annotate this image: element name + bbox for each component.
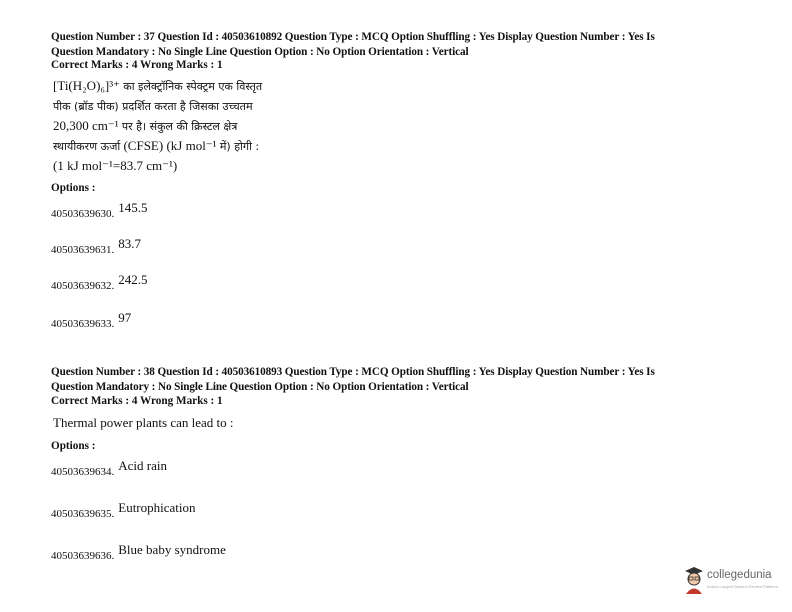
- collegedunia-logo: [683, 565, 783, 597]
- option-value: 97: [118, 310, 132, 325]
- q37-option[interactable]: [51, 272, 148, 294]
- q38-marks: Correct Marks : 4 Wrong Marks : 1: [51, 395, 223, 407]
- option-value: 145.5: [118, 200, 148, 215]
- q37-line3-hindi: पर है। संकुल की क्रिस्टल क्षेत्र: [121, 120, 238, 133]
- option-id: 40503639635.: [51, 508, 115, 520]
- q37-line4-hindi: स्थायीकरण ऊर्जा: [53, 140, 121, 153]
- q38-meta-line2: Question Mandatory : No Single Line Question Option : No Option Orientation : Vertical: [51, 381, 469, 393]
- option-id: 40503639634.: [51, 466, 115, 478]
- option-value: Acid rain: [118, 458, 167, 473]
- option-value: 242.5: [118, 272, 148, 287]
- q38-meta: [51, 365, 741, 395]
- q37-options-label: Options :: [51, 182, 96, 194]
- logo-tagline: India's Largest Student Review Platform: [707, 584, 779, 589]
- q37-meta-line1: Question Number : 37 Question Id : 40503610892 Question Type : MCQ Option Shuffling : Yes Display Question Number : Yes Is: [51, 31, 655, 43]
- option-value: Eutrophication: [118, 500, 196, 515]
- q37-question-text: [53, 76, 262, 175]
- q37-option[interactable]: [51, 310, 132, 332]
- q37-wavenumber: 20,300 cm⁻¹: [53, 118, 119, 133]
- option-value: Blue baby syndrome: [118, 542, 226, 557]
- q37-line4-hindi2: में) होगी :: [219, 140, 260, 153]
- q37-line2: पीक (ब्रॉड पीक) प्रदर्शित करता है जिसका उच्चतम: [53, 100, 253, 113]
- q38-option[interactable]: [51, 458, 167, 480]
- q37-option[interactable]: [51, 236, 141, 258]
- q38-option[interactable]: [51, 542, 226, 564]
- q37-line1-hindi: का इलेक्ट्रॉनिक स्पेक्ट्रम एक विस्तृत: [123, 80, 263, 93]
- option-id: 40503639633.: [51, 318, 115, 330]
- q38-option[interactable]: [51, 500, 196, 522]
- q37-conversion: (1 kJ mol⁻¹=83.7 cm⁻¹): [53, 158, 178, 173]
- logo-name: collegedunia: [707, 569, 772, 581]
- q37-meta-line2: Question Mandatory : No Single Line Question Option : No Option Orientation : Vertical: [51, 46, 469, 58]
- q37-line4-units: (CFSE) (kJ mol⁻¹: [123, 138, 217, 153]
- q37-marks: Correct Marks : 4 Wrong Marks : 1: [51, 59, 223, 71]
- option-id: 40503639632.: [51, 280, 115, 292]
- q37-meta: [51, 30, 741, 60]
- q37-option[interactable]: [51, 200, 148, 222]
- option-id: 40503639636.: [51, 550, 115, 562]
- q38-question-text: Thermal power plants can lead to :: [53, 415, 234, 430]
- q37-formula: [Ti(H₂O)₆]³⁺: [53, 78, 121, 93]
- q38-meta-line1: Question Number : 38 Question Id : 40503610893 Question Type : MCQ Option Shuffling : Yes Display Question Number : Yes Is: [51, 366, 655, 378]
- student-avatar-icon: [683, 565, 705, 595]
- option-value: 83.7: [118, 236, 141, 251]
- option-id: 40503639631.: [51, 244, 115, 256]
- option-id: 40503639630.: [51, 208, 115, 220]
- q38-options-label: Options :: [51, 440, 96, 452]
